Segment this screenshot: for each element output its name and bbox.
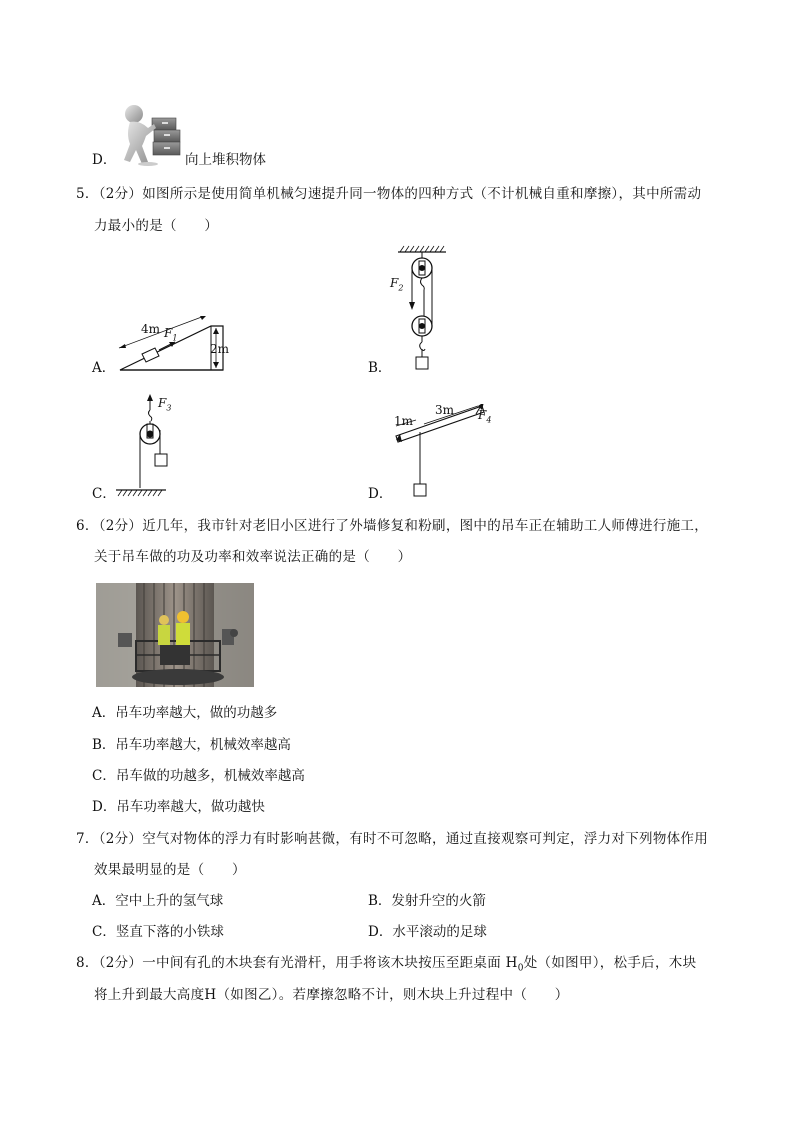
q5-fig-d-long-arm-label: 3m bbox=[435, 403, 455, 417]
q5-fig-d-force-sub: 4 bbox=[486, 415, 492, 425]
q7-stem-line1: 7．（2分）空气对物体的浮力有时影响甚微，有时不可忽略，通过直接观察可判定，浮力对下列物体作用 bbox=[76, 831, 709, 847]
q6-option-a: A．吊车功率越大，做的功越多 bbox=[92, 705, 278, 721]
q8-stem-line1 bbox=[76, 953, 696, 979]
q5-fig-a-slope-label: 4m bbox=[141, 322, 161, 336]
q5-fig-a-force-label bbox=[164, 326, 177, 342]
q6-stem-line1: 6．（2分）近几年，我市针对老旧小区进行了外墙修复和粉刷，图中的吊车正在辅助工人师傅进行施工， bbox=[76, 518, 709, 534]
q5-fig-d-force-label bbox=[478, 408, 491, 424]
q4-option-d-text: 向上堆积物体 bbox=[185, 152, 266, 168]
q7-option-d: D．水平滚动的足球 bbox=[368, 924, 487, 940]
q4-option-d-label: D． bbox=[92, 152, 117, 168]
q5-fig-d-short-arm-label: 1m bbox=[394, 414, 414, 428]
q5-stem-line1: 5．（2分）如图所示是使用简单机械匀速提升同一物体的四种方式（不计机械自重和摩擦），其中所需动 bbox=[76, 186, 702, 202]
q8-stem-line2: 将上升到最大高度H（如图乙）。若摩擦忽略不计，则木块上升过程中（ ） bbox=[94, 987, 569, 1003]
q5-fig-b-force-label bbox=[390, 276, 403, 292]
q7-option-c: C．竖直下落的小铁球 bbox=[92, 924, 224, 940]
q5-option-c-label: C． bbox=[92, 486, 116, 502]
q6-option-c: C．吊车做的功越多，机械效率越高 bbox=[92, 768, 305, 784]
q5-option-a-label: A． bbox=[92, 360, 116, 376]
q7-stem-line2: 效果最明显的是（ ） bbox=[94, 862, 246, 878]
q5-fig-d-force-letter: F bbox=[478, 408, 487, 422]
q7-option-b: B．发射升空的火箭 bbox=[368, 893, 486, 909]
q6-option-b: B．吊车功率越大，机械效率越高 bbox=[92, 737, 291, 753]
q6-crane-photo bbox=[96, 583, 254, 687]
q5-fig-c-force-letter: F bbox=[158, 396, 167, 410]
q8-stem-line1-b: 处（如图甲），松手后，木块 bbox=[523, 955, 697, 971]
q6-stem-line2: 关于吊车做的功及功率和效率说法正确的是（ ） bbox=[94, 549, 412, 565]
q6-option-d: D．吊车功率越大，做功越快 bbox=[92, 799, 265, 815]
q8-stem-line1-a: 8．（2分）一中间有孔的木块套有光滑杆，用手将该木块按压至距桌面 H bbox=[76, 955, 518, 971]
stacking-person-figure bbox=[118, 102, 184, 166]
q5-option-d-label: D． bbox=[368, 486, 393, 502]
q5-fig-a-height-label: 2m bbox=[210, 342, 230, 356]
q5-fig-c-force-sub: 3 bbox=[166, 403, 172, 413]
q5-figure-c-pulley bbox=[114, 392, 184, 498]
q5-fig-b-force-letter: F bbox=[390, 276, 399, 290]
q8-stem-line1-sub: 0 bbox=[517, 963, 524, 974]
q5-fig-b-force-sub: 2 bbox=[398, 283, 404, 293]
q7-option-a: A．空中上升的氢气球 bbox=[92, 893, 224, 909]
q5-stem-line2: 力最小的是（ ） bbox=[94, 218, 219, 234]
q5-figure-b-pulley-block bbox=[388, 244, 468, 374]
q5-fig-a-force-letter: F bbox=[164, 326, 173, 340]
crane-photo-illustration bbox=[96, 583, 254, 687]
q5-option-b-label: B． bbox=[368, 360, 392, 376]
q5-fig-c-force-label bbox=[158, 396, 171, 412]
q5-fig-a-force-sub: 1 bbox=[172, 333, 178, 343]
